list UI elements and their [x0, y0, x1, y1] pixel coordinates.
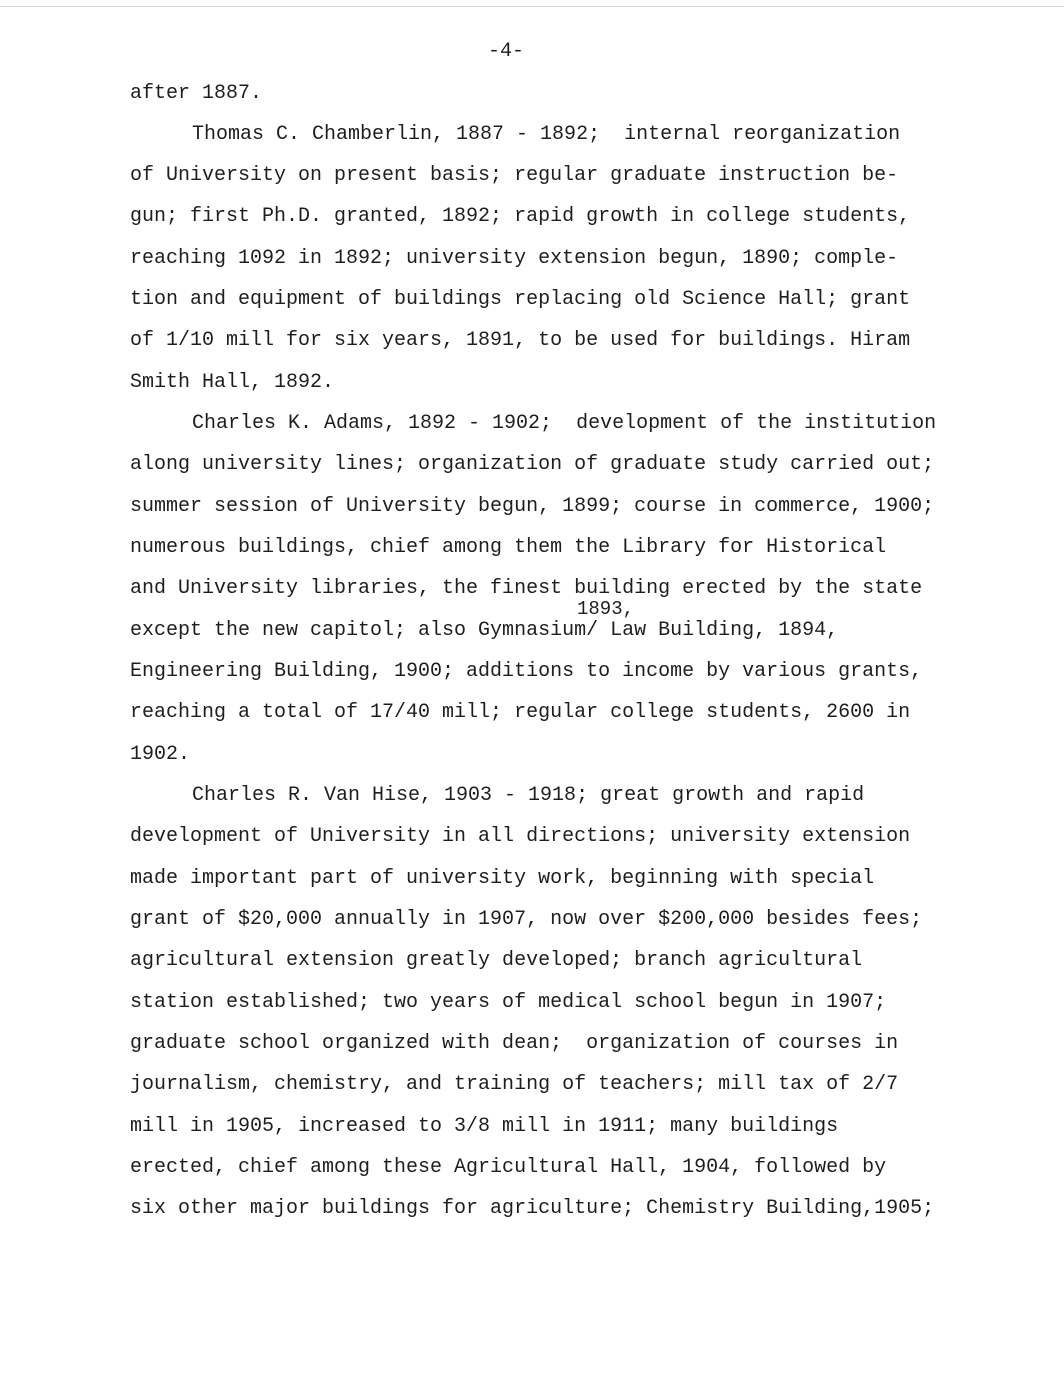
- text-line: along university lines; organization of graduate study carried out;: [130, 453, 935, 477]
- document-body: [130, 73, 1030, 1230]
- text-line: Smith Hall, 1892.: [130, 370, 335, 394]
- text-line: gun; first Ph.D. granted, 1892; rapid growth in college students,: [130, 205, 911, 229]
- text-line: reaching a total of 17/40 mill; regular college students, 2600 in: [130, 701, 911, 725]
- text-line: summer session of University begun, 1899; course in commerce, 1900;: [130, 494, 935, 518]
- text-line: station established; two years of medical school begun in 1907;: [130, 990, 887, 1014]
- text-line: made important part of university work, beginning with special: [130, 866, 875, 890]
- scan-edge: [0, 6, 1064, 7]
- text-line: development of University in all directions; university extension: [130, 825, 911, 849]
- text-line: except the new capitol; also Gymnasium/ Law Building, 1894,: [130, 618, 839, 642]
- paragraph: [130, 73, 1030, 114]
- text-line: Engineering Building, 1900; additions to income by various grants,: [130, 660, 923, 684]
- paragraph: [130, 775, 1030, 1230]
- text-line: and University libraries, the finest building erected by the state: [130, 577, 923, 601]
- text-line: Charles R. Van Hise, 1903 - 1918; great growth and rapid: [192, 784, 865, 808]
- text-line: agricultural extension greatly developed; branch agricultural: [130, 949, 863, 973]
- text-line: 1902.: [130, 742, 191, 766]
- text-line: after 1887.: [130, 81, 263, 105]
- paragraph: [130, 403, 1030, 775]
- text-line: journalism, chemistry, and training of teachers; mill tax of 2/7: [130, 1073, 899, 1097]
- paragraph: [130, 114, 1030, 403]
- text-line: erected, chief among these Agricultural Hall, 1904, followed by: [130, 1156, 887, 1180]
- interlinear-insertion: 1893,: [577, 598, 635, 620]
- text-line: grant of $20,000 annually in 1907, now over $200,000 besides fees;: [130, 908, 923, 932]
- text-line: of 1/10 mill for six years, 1891, to be used for buildings. Hiram: [130, 329, 911, 353]
- text-line: mill in 1905, increased to 3/8 mill in 1911; many buildings: [130, 1114, 839, 1138]
- text-line: numerous buildings, chief among them the Library for Historical: [130, 536, 887, 560]
- text-line: tion and equipment of buildings replacing old Science Hall; grant: [130, 288, 911, 312]
- text-line: graduate school organized with dean; organization of courses in: [130, 1032, 899, 1056]
- text-line: Thomas C. Chamberlin, 1887 - 1892; internal reorganization: [192, 122, 901, 146]
- text-line: six other major buildings for agriculture; Chemistry Building,1905;: [130, 1197, 935, 1221]
- text-line: Charles K. Adams, 1892 - 1902; development of the institution: [192, 412, 937, 436]
- text-line: of University on present basis; regular graduate instruction be-: [130, 164, 899, 188]
- text-line: reaching 1092 in 1892; university extension begun, 1890; comple-: [130, 246, 899, 270]
- page-number: -4-: [487, 40, 524, 63]
